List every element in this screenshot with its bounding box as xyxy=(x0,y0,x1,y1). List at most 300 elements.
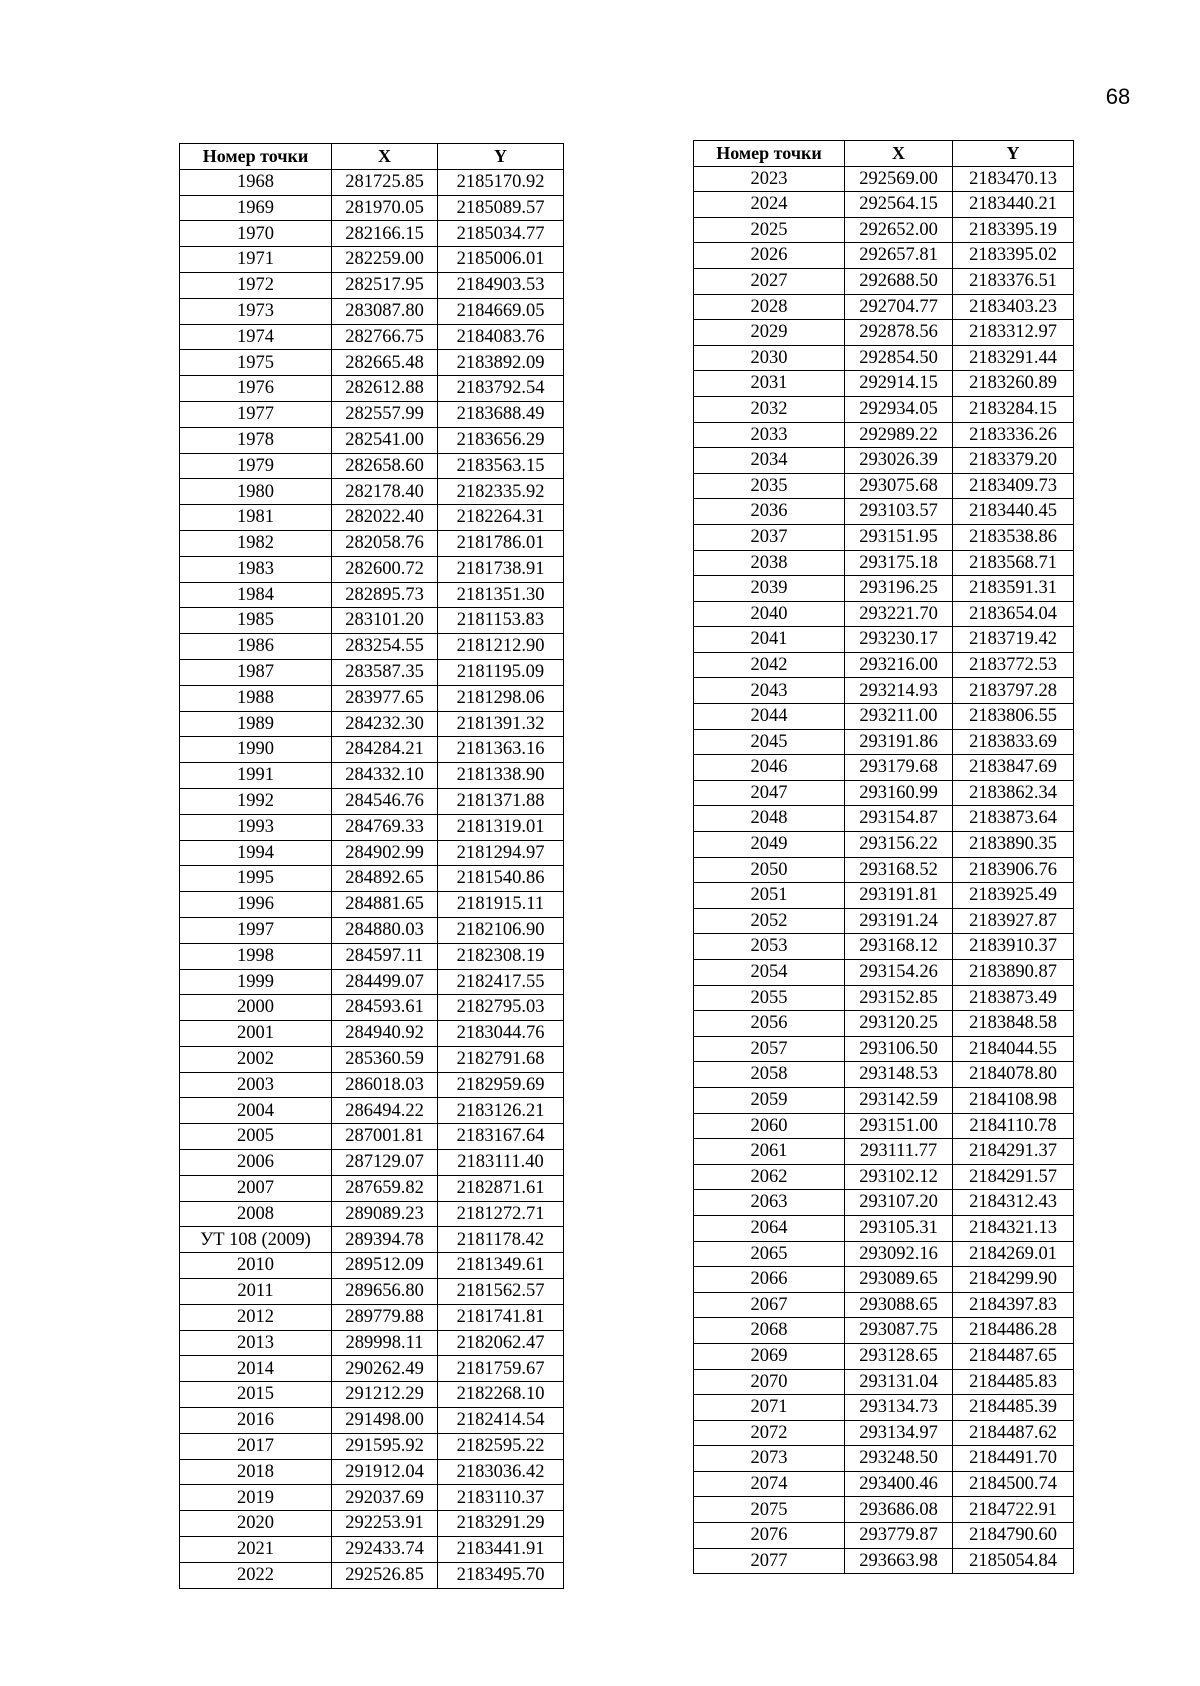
y-coordinate-cell: 2182795.03 xyxy=(438,995,564,1021)
point-number-cell: УТ 108 (2009) xyxy=(180,1227,332,1253)
y-coordinate-cell: 2183833.69 xyxy=(953,729,1074,755)
point-number-cell: 1993 xyxy=(180,814,332,840)
x-coordinate-cell: 287659.82 xyxy=(332,1175,438,1201)
y-coordinate-cell: 2183167.64 xyxy=(438,1124,564,1150)
table-row xyxy=(694,1087,1074,1113)
point-number-cell: 2065 xyxy=(694,1241,845,1267)
x-coordinate-cell: 282766.75 xyxy=(332,324,438,350)
x-coordinate-cell: 283087.80 xyxy=(332,298,438,324)
point-number-cell: 2040 xyxy=(694,601,845,627)
point-number-cell: 1970 xyxy=(180,221,332,247)
x-coordinate-cell: 293089.65 xyxy=(845,1267,953,1293)
x-coordinate-cell: 293134.97 xyxy=(845,1420,953,1446)
point-number-cell: 1997 xyxy=(180,917,332,943)
point-number-cell: 2068 xyxy=(694,1318,845,1344)
y-coordinate-cell: 2183376.51 xyxy=(953,268,1074,294)
point-number-cell: 2058 xyxy=(694,1062,845,1088)
point-number-cell: 2043 xyxy=(694,678,845,704)
y-coordinate-cell: 2183848.58 xyxy=(953,1011,1074,1037)
point-number-cell: 2070 xyxy=(694,1369,845,1395)
table-row xyxy=(180,1227,564,1253)
x-coordinate-cell: 282022.40 xyxy=(332,505,438,531)
point-number-cell: 2056 xyxy=(694,1011,845,1037)
x-coordinate-cell: 293686.08 xyxy=(845,1497,953,1523)
point-number-cell: 2071 xyxy=(694,1395,845,1421)
table-row xyxy=(180,1124,564,1150)
table-row xyxy=(694,960,1074,986)
y-coordinate-cell: 2183927.87 xyxy=(953,908,1074,934)
table-row xyxy=(180,221,564,247)
point-number-cell: 2000 xyxy=(180,995,332,1021)
x-coordinate-cell: 282612.88 xyxy=(332,376,438,402)
x-coordinate-cell: 293168.52 xyxy=(845,857,953,883)
point-number-cell: 1969 xyxy=(180,195,332,221)
y-coordinate-cell: 2183441.91 xyxy=(438,1537,564,1563)
table-row xyxy=(694,550,1074,576)
x-coordinate-cell: 282178.40 xyxy=(332,479,438,505)
table-row xyxy=(180,1459,564,1485)
point-number-cell: 2050 xyxy=(694,857,845,883)
point-number-cell: 2024 xyxy=(694,192,845,218)
y-coordinate-cell: 2183403.23 xyxy=(953,294,1074,320)
x-coordinate-cell: 293134.73 xyxy=(845,1395,953,1421)
x-coordinate-cell: 293230.17 xyxy=(845,627,953,653)
y-coordinate-cell: 2182264.31 xyxy=(438,505,564,531)
y-coordinate-cell: 2183409.73 xyxy=(953,473,1074,499)
table-row xyxy=(694,1292,1074,1318)
y-coordinate-cell: 2183568.71 xyxy=(953,550,1074,576)
table-row xyxy=(180,814,564,840)
x-coordinate-cell: 293400.46 xyxy=(845,1471,953,1497)
point-number-cell: 1998 xyxy=(180,943,332,969)
table-row xyxy=(180,943,564,969)
point-number-cell: 2042 xyxy=(694,652,845,678)
table-row xyxy=(694,652,1074,678)
table-row xyxy=(180,737,564,763)
y-coordinate-cell: 2183395.02 xyxy=(953,243,1074,269)
table-row xyxy=(694,857,1074,883)
x-coordinate-cell: 293779.87 xyxy=(845,1523,953,1549)
x-coordinate-cell: 282259.00 xyxy=(332,247,438,273)
x-coordinate-cell: 291212.29 xyxy=(332,1382,438,1408)
x-coordinate-cell: 293128.65 xyxy=(845,1343,953,1369)
table-row xyxy=(694,704,1074,730)
y-coordinate-cell: 2184321.13 xyxy=(953,1215,1074,1241)
table-row xyxy=(694,1420,1074,1446)
x-coordinate-cell: 293151.95 xyxy=(845,524,953,550)
x-coordinate-cell: 289394.78 xyxy=(332,1227,438,1253)
point-number-cell: 2075 xyxy=(694,1497,845,1523)
table-row xyxy=(694,473,1074,499)
x-coordinate-cell: 282557.99 xyxy=(332,401,438,427)
x-coordinate-cell: 293663.98 xyxy=(845,1548,953,1574)
y-coordinate-cell: 2181338.90 xyxy=(438,763,564,789)
y-coordinate-cell: 2184083.76 xyxy=(438,324,564,350)
y-coordinate-cell: 2182791.68 xyxy=(438,1046,564,1072)
point-number-cell: 1977 xyxy=(180,401,332,427)
point-number-cell: 2047 xyxy=(694,780,845,806)
point-number-cell: 2049 xyxy=(694,832,845,858)
point-number-cell: 1975 xyxy=(180,350,332,376)
point-number-cell: 1976 xyxy=(180,376,332,402)
y-coordinate-cell: 2181391.32 xyxy=(438,711,564,737)
y-coordinate-cell: 2185034.77 xyxy=(438,221,564,247)
table-row xyxy=(694,243,1074,269)
table-row xyxy=(694,192,1074,218)
y-coordinate-cell: 2183036.42 xyxy=(438,1459,564,1485)
point-number-cell: 2038 xyxy=(694,550,845,576)
y-coordinate-cell: 2181562.57 xyxy=(438,1279,564,1305)
point-number-cell: 2015 xyxy=(180,1382,332,1408)
x-coordinate-cell: 284902.99 xyxy=(332,840,438,866)
table-row xyxy=(180,582,564,608)
x-coordinate-cell: 292564.15 xyxy=(845,192,953,218)
x-coordinate-cell: 284332.10 xyxy=(332,763,438,789)
y-coordinate-cell: 2183291.29 xyxy=(438,1511,564,1537)
point-number-cell: 2039 xyxy=(694,576,845,602)
point-number-cell: 1978 xyxy=(180,427,332,453)
x-coordinate-cell: 293156.22 xyxy=(845,832,953,858)
table-header-row xyxy=(180,144,564,170)
point-number-cell: 2074 xyxy=(694,1471,845,1497)
x-coordinate-cell: 293248.50 xyxy=(845,1446,953,1472)
y-coordinate-cell: 2182417.55 xyxy=(438,969,564,995)
y-coordinate-cell: 2183591.31 xyxy=(953,576,1074,602)
y-coordinate-cell: 2184299.90 xyxy=(953,1267,1074,1293)
x-coordinate-cell: 293154.26 xyxy=(845,960,953,986)
x-coordinate-cell: 291595.92 xyxy=(332,1433,438,1459)
y-coordinate-cell: 2183847.69 xyxy=(953,755,1074,781)
x-coordinate-cell: 292688.50 xyxy=(845,268,953,294)
y-coordinate-cell: 2184669.05 xyxy=(438,298,564,324)
point-number-cell: 2063 xyxy=(694,1190,845,1216)
y-coordinate-cell: 2181195.09 xyxy=(438,659,564,685)
point-number-cell: 2014 xyxy=(180,1356,332,1382)
point-number-cell: 2036 xyxy=(694,499,845,525)
x-coordinate-cell: 284499.07 xyxy=(332,969,438,995)
x-coordinate-cell: 293105.31 xyxy=(845,1215,953,1241)
page-number: 68 xyxy=(1105,84,1131,109)
y-coordinate-cell: 2184790.60 xyxy=(953,1523,1074,1549)
y-coordinate-cell: 2181272.71 xyxy=(438,1201,564,1227)
point-number-cell: 2067 xyxy=(694,1292,845,1318)
point-number-cell: 1968 xyxy=(180,169,332,195)
y-coordinate-cell: 2183797.28 xyxy=(953,678,1074,704)
point-number-cell: 2010 xyxy=(180,1253,332,1279)
point-number-cell: 1990 xyxy=(180,737,332,763)
x-coordinate-cell: 293214.93 xyxy=(845,678,953,704)
table-row xyxy=(694,1318,1074,1344)
x-coordinate-cell: 293103.57 xyxy=(845,499,953,525)
header-point-number: Номер точки xyxy=(180,144,332,170)
y-coordinate-cell: 2181153.83 xyxy=(438,608,564,634)
table-row xyxy=(694,1523,1074,1549)
x-coordinate-cell: 292657.81 xyxy=(845,243,953,269)
point-number-cell: 1985 xyxy=(180,608,332,634)
table-row xyxy=(694,806,1074,832)
table-row xyxy=(694,1139,1074,1165)
table-row xyxy=(694,499,1074,525)
x-coordinate-cell: 293152.85 xyxy=(845,985,953,1011)
point-number-cell: 2061 xyxy=(694,1139,845,1165)
table-row xyxy=(180,1279,564,1305)
y-coordinate-cell: 2183440.45 xyxy=(953,499,1074,525)
point-number-cell: 2052 xyxy=(694,908,845,934)
y-coordinate-cell: 2183111.40 xyxy=(438,1150,564,1176)
y-coordinate-cell: 2184291.37 xyxy=(953,1139,1074,1165)
table-row xyxy=(180,350,564,376)
point-number-cell: 2002 xyxy=(180,1046,332,1072)
table-row xyxy=(180,324,564,350)
point-number-cell: 2012 xyxy=(180,1304,332,1330)
x-coordinate-cell: 293026.39 xyxy=(845,448,953,474)
y-coordinate-cell: 2181349.61 xyxy=(438,1253,564,1279)
table-row xyxy=(180,1330,564,1356)
table-row xyxy=(180,272,564,298)
point-number-cell: 2008 xyxy=(180,1201,332,1227)
table-row xyxy=(180,247,564,273)
point-number-cell: 2077 xyxy=(694,1548,845,1574)
x-coordinate-cell: 284593.61 xyxy=(332,995,438,1021)
point-number-cell: 2029 xyxy=(694,320,845,346)
table-row xyxy=(180,1072,564,1098)
table-row xyxy=(694,1113,1074,1139)
table-row xyxy=(180,298,564,324)
x-coordinate-cell: 293142.59 xyxy=(845,1087,953,1113)
table-row xyxy=(694,934,1074,960)
table-row xyxy=(180,659,564,685)
table-row xyxy=(180,1408,564,1434)
x-coordinate-cell: 289779.88 xyxy=(332,1304,438,1330)
point-number-cell: 2053 xyxy=(694,934,845,960)
x-coordinate-cell: 292652.00 xyxy=(845,217,953,243)
y-coordinate-cell: 2183044.76 xyxy=(438,1021,564,1047)
y-coordinate-cell: 2183470.13 xyxy=(953,166,1074,192)
point-number-cell: 1981 xyxy=(180,505,332,531)
y-coordinate-cell: 2182335.92 xyxy=(438,479,564,505)
x-coordinate-cell: 292253.91 xyxy=(332,1511,438,1537)
y-coordinate-cell: 2184485.83 xyxy=(953,1369,1074,1395)
x-coordinate-cell: 284769.33 xyxy=(332,814,438,840)
y-coordinate-cell: 2181741.81 xyxy=(438,1304,564,1330)
x-coordinate-cell: 293106.50 xyxy=(845,1036,953,1062)
point-number-cell: 2004 xyxy=(180,1098,332,1124)
y-coordinate-cell: 2181298.06 xyxy=(438,685,564,711)
point-number-cell: 2017 xyxy=(180,1433,332,1459)
point-number-cell: 1972 xyxy=(180,272,332,298)
table-row xyxy=(180,169,564,195)
table-row xyxy=(694,524,1074,550)
table-row xyxy=(180,1175,564,1201)
x-coordinate-cell: 293102.12 xyxy=(845,1164,953,1190)
point-number-cell: 2005 xyxy=(180,1124,332,1150)
point-number-cell: 2021 xyxy=(180,1537,332,1563)
table-row xyxy=(694,1215,1074,1241)
y-coordinate-cell: 2185170.92 xyxy=(438,169,564,195)
y-coordinate-cell: 2181759.67 xyxy=(438,1356,564,1382)
x-coordinate-cell: 293087.75 xyxy=(845,1318,953,1344)
y-coordinate-cell: 2182062.47 xyxy=(438,1330,564,1356)
y-coordinate-cell: 2182595.22 xyxy=(438,1433,564,1459)
table-row xyxy=(180,866,564,892)
table-row xyxy=(694,678,1074,704)
point-number-cell: 2055 xyxy=(694,985,845,1011)
point-number-cell: 2066 xyxy=(694,1267,845,1293)
table-row xyxy=(694,832,1074,858)
point-number-cell: 2011 xyxy=(180,1279,332,1305)
point-number-cell: 1982 xyxy=(180,530,332,556)
point-number-cell: 1987 xyxy=(180,659,332,685)
table-row xyxy=(180,453,564,479)
table-row xyxy=(180,788,564,814)
y-coordinate-cell: 2183910.37 xyxy=(953,934,1074,960)
y-coordinate-cell: 2183892.09 xyxy=(438,350,564,376)
table-row xyxy=(180,1433,564,1459)
table-row xyxy=(694,1011,1074,1037)
x-coordinate-cell: 293107.20 xyxy=(845,1190,953,1216)
point-number-cell: 2035 xyxy=(694,473,845,499)
table-row xyxy=(180,1485,564,1511)
table-row xyxy=(694,1471,1074,1497)
x-coordinate-cell: 293120.25 xyxy=(845,1011,953,1037)
point-number-cell: 1984 xyxy=(180,582,332,608)
point-number-cell: 2072 xyxy=(694,1420,845,1446)
x-coordinate-cell: 293175.18 xyxy=(845,550,953,576)
x-coordinate-cell: 289998.11 xyxy=(332,1330,438,1356)
point-number-cell: 1991 xyxy=(180,763,332,789)
y-coordinate-cell: 2182871.61 xyxy=(438,1175,564,1201)
x-coordinate-cell: 293160.99 xyxy=(845,780,953,806)
x-coordinate-cell: 293221.70 xyxy=(845,601,953,627)
y-coordinate-cell: 2181540.86 xyxy=(438,866,564,892)
point-number-cell: 2031 xyxy=(694,371,845,397)
y-coordinate-cell: 2181738.91 xyxy=(438,556,564,582)
y-coordinate-cell: 2183284.15 xyxy=(953,396,1074,422)
point-number-cell: 2041 xyxy=(694,627,845,653)
table-row xyxy=(180,892,564,918)
coordinates-table-right xyxy=(693,140,1074,1574)
y-coordinate-cell: 2183126.21 xyxy=(438,1098,564,1124)
table-row xyxy=(180,556,564,582)
y-coordinate-cell: 2183495.70 xyxy=(438,1562,564,1588)
y-coordinate-cell: 2183395.19 xyxy=(953,217,1074,243)
x-coordinate-cell: 292569.00 xyxy=(845,166,953,192)
table-row xyxy=(180,685,564,711)
y-coordinate-cell: 2184397.83 xyxy=(953,1292,1074,1318)
x-coordinate-cell: 292037.69 xyxy=(332,1485,438,1511)
point-number-cell: 2026 xyxy=(694,243,845,269)
point-number-cell: 2069 xyxy=(694,1343,845,1369)
x-coordinate-cell: 293168.12 xyxy=(845,934,953,960)
point-number-cell: 2019 xyxy=(180,1485,332,1511)
y-coordinate-cell: 2183110.37 xyxy=(438,1485,564,1511)
y-coordinate-cell: 2183772.53 xyxy=(953,652,1074,678)
x-coordinate-cell: 293088.65 xyxy=(845,1292,953,1318)
table-row xyxy=(694,268,1074,294)
x-coordinate-cell: 293191.86 xyxy=(845,729,953,755)
table-row xyxy=(694,396,1074,422)
point-number-cell: 2051 xyxy=(694,883,845,909)
point-number-cell: 2044 xyxy=(694,704,845,730)
table-row xyxy=(694,371,1074,397)
table-row xyxy=(694,601,1074,627)
x-coordinate-cell: 293196.25 xyxy=(845,576,953,602)
table-row xyxy=(180,376,564,402)
x-coordinate-cell: 292854.50 xyxy=(845,345,953,371)
y-coordinate-cell: 2184110.78 xyxy=(953,1113,1074,1139)
x-coordinate-cell: 289512.09 xyxy=(332,1253,438,1279)
x-coordinate-cell: 282058.76 xyxy=(332,530,438,556)
x-coordinate-cell: 293075.68 xyxy=(845,473,953,499)
y-coordinate-cell: 2183925.49 xyxy=(953,883,1074,909)
point-number-cell: 2076 xyxy=(694,1523,845,1549)
y-coordinate-cell: 2183260.89 xyxy=(953,371,1074,397)
x-coordinate-cell: 293151.00 xyxy=(845,1113,953,1139)
x-coordinate-cell: 281970.05 xyxy=(332,195,438,221)
y-coordinate-cell: 2183906.76 xyxy=(953,857,1074,883)
y-coordinate-cell: 2185054.84 xyxy=(953,1548,1074,1574)
x-coordinate-cell: 293111.77 xyxy=(845,1139,953,1165)
table-row xyxy=(694,1369,1074,1395)
point-number-cell: 2045 xyxy=(694,729,845,755)
x-coordinate-cell: 293191.81 xyxy=(845,883,953,909)
table-row xyxy=(694,422,1074,448)
table-row xyxy=(694,1446,1074,1472)
x-coordinate-cell: 284546.76 xyxy=(332,788,438,814)
x-coordinate-cell: 293092.16 xyxy=(845,1241,953,1267)
point-number-cell: 1988 xyxy=(180,685,332,711)
x-coordinate-cell: 293179.68 xyxy=(845,755,953,781)
x-coordinate-cell: 282665.48 xyxy=(332,350,438,376)
x-coordinate-cell: 292878.56 xyxy=(845,320,953,346)
point-number-cell: 2027 xyxy=(694,268,845,294)
table-row xyxy=(180,1201,564,1227)
x-coordinate-cell: 286494.22 xyxy=(332,1098,438,1124)
y-coordinate-cell: 2184487.65 xyxy=(953,1343,1074,1369)
y-coordinate-cell: 2182959.69 xyxy=(438,1072,564,1098)
point-number-cell: 2057 xyxy=(694,1036,845,1062)
x-coordinate-cell: 293148.53 xyxy=(845,1062,953,1088)
y-coordinate-cell: 2184485.39 xyxy=(953,1395,1074,1421)
point-number-cell: 2028 xyxy=(694,294,845,320)
table-row xyxy=(694,1036,1074,1062)
point-number-cell: 2025 xyxy=(694,217,845,243)
y-coordinate-cell: 2183890.35 xyxy=(953,832,1074,858)
y-coordinate-cell: 2183806.55 xyxy=(953,704,1074,730)
point-number-cell: 2034 xyxy=(694,448,845,474)
table-row xyxy=(180,530,564,556)
x-coordinate-cell: 282658.60 xyxy=(332,453,438,479)
y-coordinate-cell: 2182268.10 xyxy=(438,1382,564,1408)
point-number-cell: 2030 xyxy=(694,345,845,371)
table-row xyxy=(694,1497,1074,1523)
table-row xyxy=(180,1382,564,1408)
header-y: Y xyxy=(438,144,564,170)
point-number-cell: 1979 xyxy=(180,453,332,479)
table-row xyxy=(180,195,564,221)
y-coordinate-cell: 2183312.97 xyxy=(953,320,1074,346)
table-row xyxy=(180,427,564,453)
point-number-cell: 2054 xyxy=(694,960,845,986)
y-coordinate-cell: 2183890.87 xyxy=(953,960,1074,986)
y-coordinate-cell: 2184291.57 xyxy=(953,1164,1074,1190)
x-coordinate-cell: 292526.85 xyxy=(332,1562,438,1588)
point-number-cell: 2003 xyxy=(180,1072,332,1098)
table-row xyxy=(694,345,1074,371)
point-number-cell: 2022 xyxy=(180,1562,332,1588)
y-coordinate-cell: 2184269.01 xyxy=(953,1241,1074,1267)
table-row xyxy=(694,217,1074,243)
